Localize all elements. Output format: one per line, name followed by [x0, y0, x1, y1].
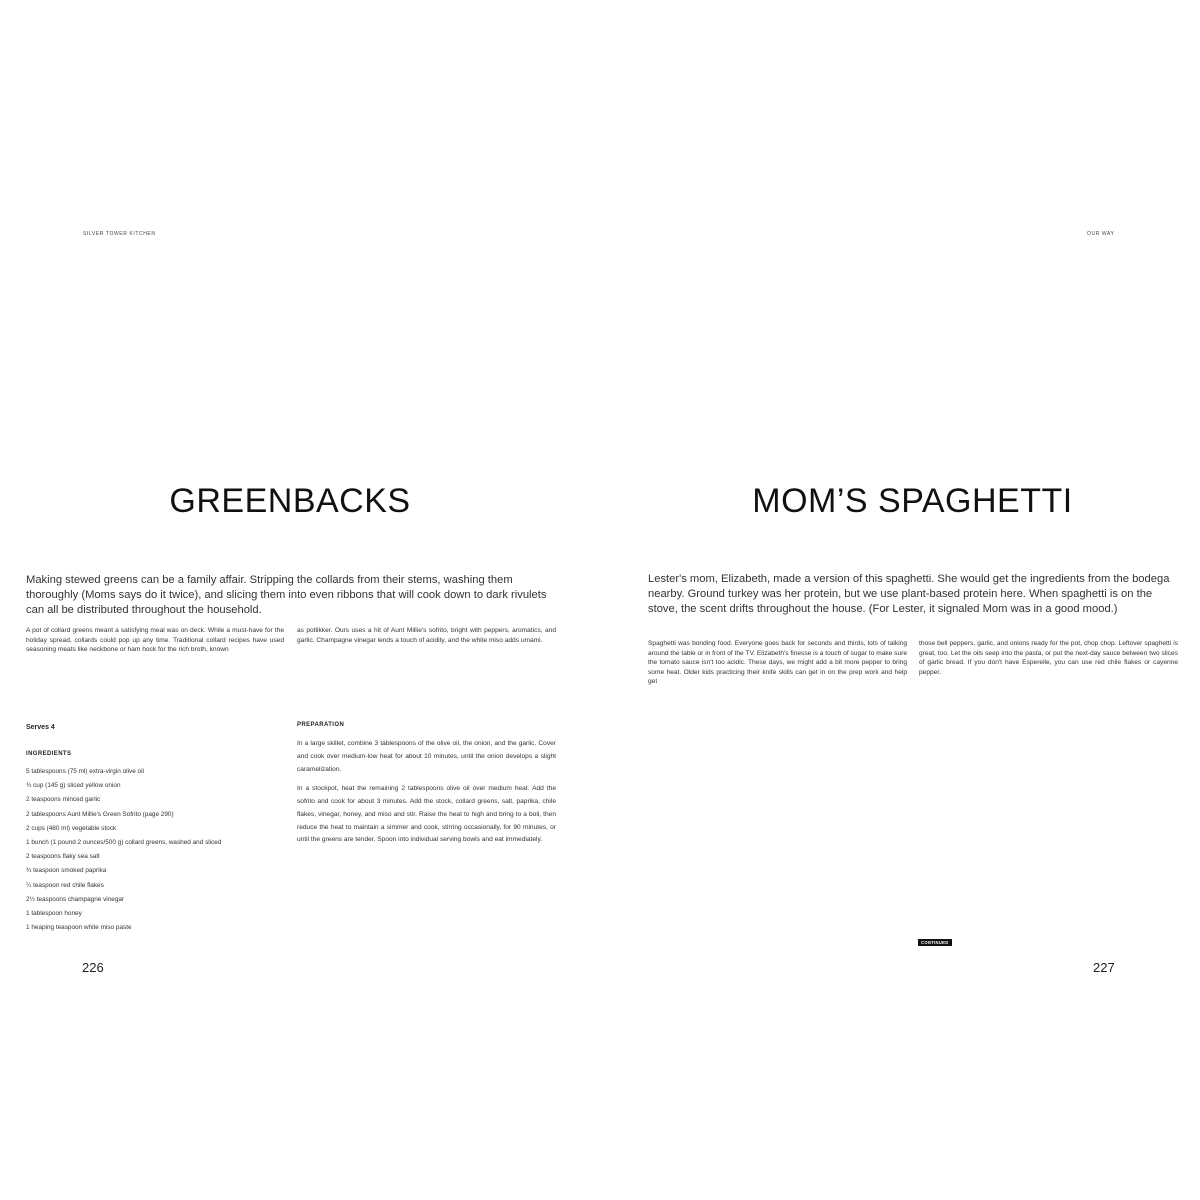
preparation-steps — [297, 738, 556, 854]
serves-label: Serves 4 — [26, 724, 55, 731]
ingredient-item: 2 tablespoons Aunt Millie's Green Sofrito (page 290) — [26, 810, 174, 818]
ingredient-item: 5 tablespoons (75 ml) extra-virgin olive oil — [26, 768, 144, 775]
left-intro-paragraph: Making stewed greens can be a family affair. Stripping the collards from their stems, washing them thoroughly (Moms says do it twice), and slicing them into even ribbons that will cook down to dark rivulets can all be distributed throughout the household. — [26, 574, 547, 616]
ingredient-item: ¾ teaspoon smoked paprika — [26, 867, 107, 875]
ingredient-item: 2½ teaspoons champagne vinegar — [26, 895, 125, 903]
left-recipe-title: GREENBACKS — [169, 482, 411, 520]
ingredient-item: 2 teaspoons minced garlic — [26, 796, 101, 804]
right-body-column-2: those bell peppers, garlic, and onions ready for the pot, chop chop. Leftover spaghetti is great, too. Let the oils seep into the pasta, or put the next-day sauce between two slices of garlic bread. If you don't have Esperelle, you can use red chile flakes or cayenne pepper. — [919, 640, 1178, 676]
ingredients-heading: INGREDIENTS — [26, 751, 72, 757]
right-running-head: OUR WAY — [1087, 231, 1115, 237]
right-body-column-1: Spaghetti was bonding food. Everyone goes back for seconds and thirds, lots of talking around the table or in front of the TV. Elizabeth's finesse is a touch of sugar to make sure the tomato sauce isn't too acidic. These days, we might add a bit more pepper to bring some heat. Older kids practicing their knife skills can get in on the prep work and help get — [648, 640, 907, 686]
left-body-column-1: A pot of collard greens meant a satisfying meal was on deck. While a must-have for the holiday spread, collards could pop up any time. Traditional collard recipes have used seasoning meats like neckbone or ham hock for the rich broth, known — [26, 627, 284, 654]
ingredient-item: 2 cups (480 ml) vegetable stock — [26, 824, 117, 832]
left-page-number: 226 — [82, 960, 104, 975]
left-body-column-2: as potlikker. Ours uses a hit of Aunt Millie's sofrito, bright with peppers, aromatics, and garlic. Champagne vinegar lends a touch of acidity, and the white miso adds umami. — [297, 627, 556, 644]
preparation-step: In a large skillet, combine 3 tablespoons of the olive oil, the onion, and the garlic. Cover and cook over medium-low heat for about 10 minutes, until the onion develops a slight caramelization. — [297, 740, 556, 773]
preparation-heading: PREPARATION — [297, 722, 345, 728]
preparation-step: In a stockpot, heat the remaining 2 tablespoons olive oil over medium heat. Add the sofrito and cook for about 3 minutes. Add the stock, collard greens, salt, paprika, chile flakes, vinegar, honey, and miso and stir. Raise the heat to high and bring to a boil, then reduce the heat to maintain a simmer and cook, stirring occasionally, for 90 minutes, or until the greens are tender. Spoon into individual serving bowls and eat immediately. — [297, 785, 556, 844]
left-running-head: SILVER TOWER KITCHEN — [83, 231, 156, 237]
right-intro-paragraph: Lester's mom, Elizabeth, made a version of this spaghetti. She would get the ingredients from the bodega nearby. Ground turkey was her protein, but we use plant-based protein here. When spaghetti is on the stove, the scent drifts throughout the house. (For Lester, it signaled Mom was in a good mood.) — [648, 573, 1170, 615]
ingredient-item: 2 teaspoons flaky sea salt — [26, 853, 100, 861]
ingredient-item: ¾ cup (145 g) sliced yellow onion — [26, 782, 121, 790]
continued-tag: CONTINUED — [918, 939, 952, 946]
ingredient-item: 1 heaping teaspoon white miso paste — [26, 924, 132, 932]
ingredient-item: 1 bunch (1 pound 2 ounces/500 g) collard greens, washed and sliced — [26, 838, 222, 846]
ingredient-item: 1 tablespoon honey — [26, 909, 82, 917]
ingredients-list — [26, 768, 236, 938]
right-page-number: 227 — [1093, 960, 1115, 975]
right-recipe-title: MOM’S SPAGHETTI — [752, 482, 1073, 520]
ingredient-item: ¼ teaspoon red chile flakes — [26, 881, 104, 889]
